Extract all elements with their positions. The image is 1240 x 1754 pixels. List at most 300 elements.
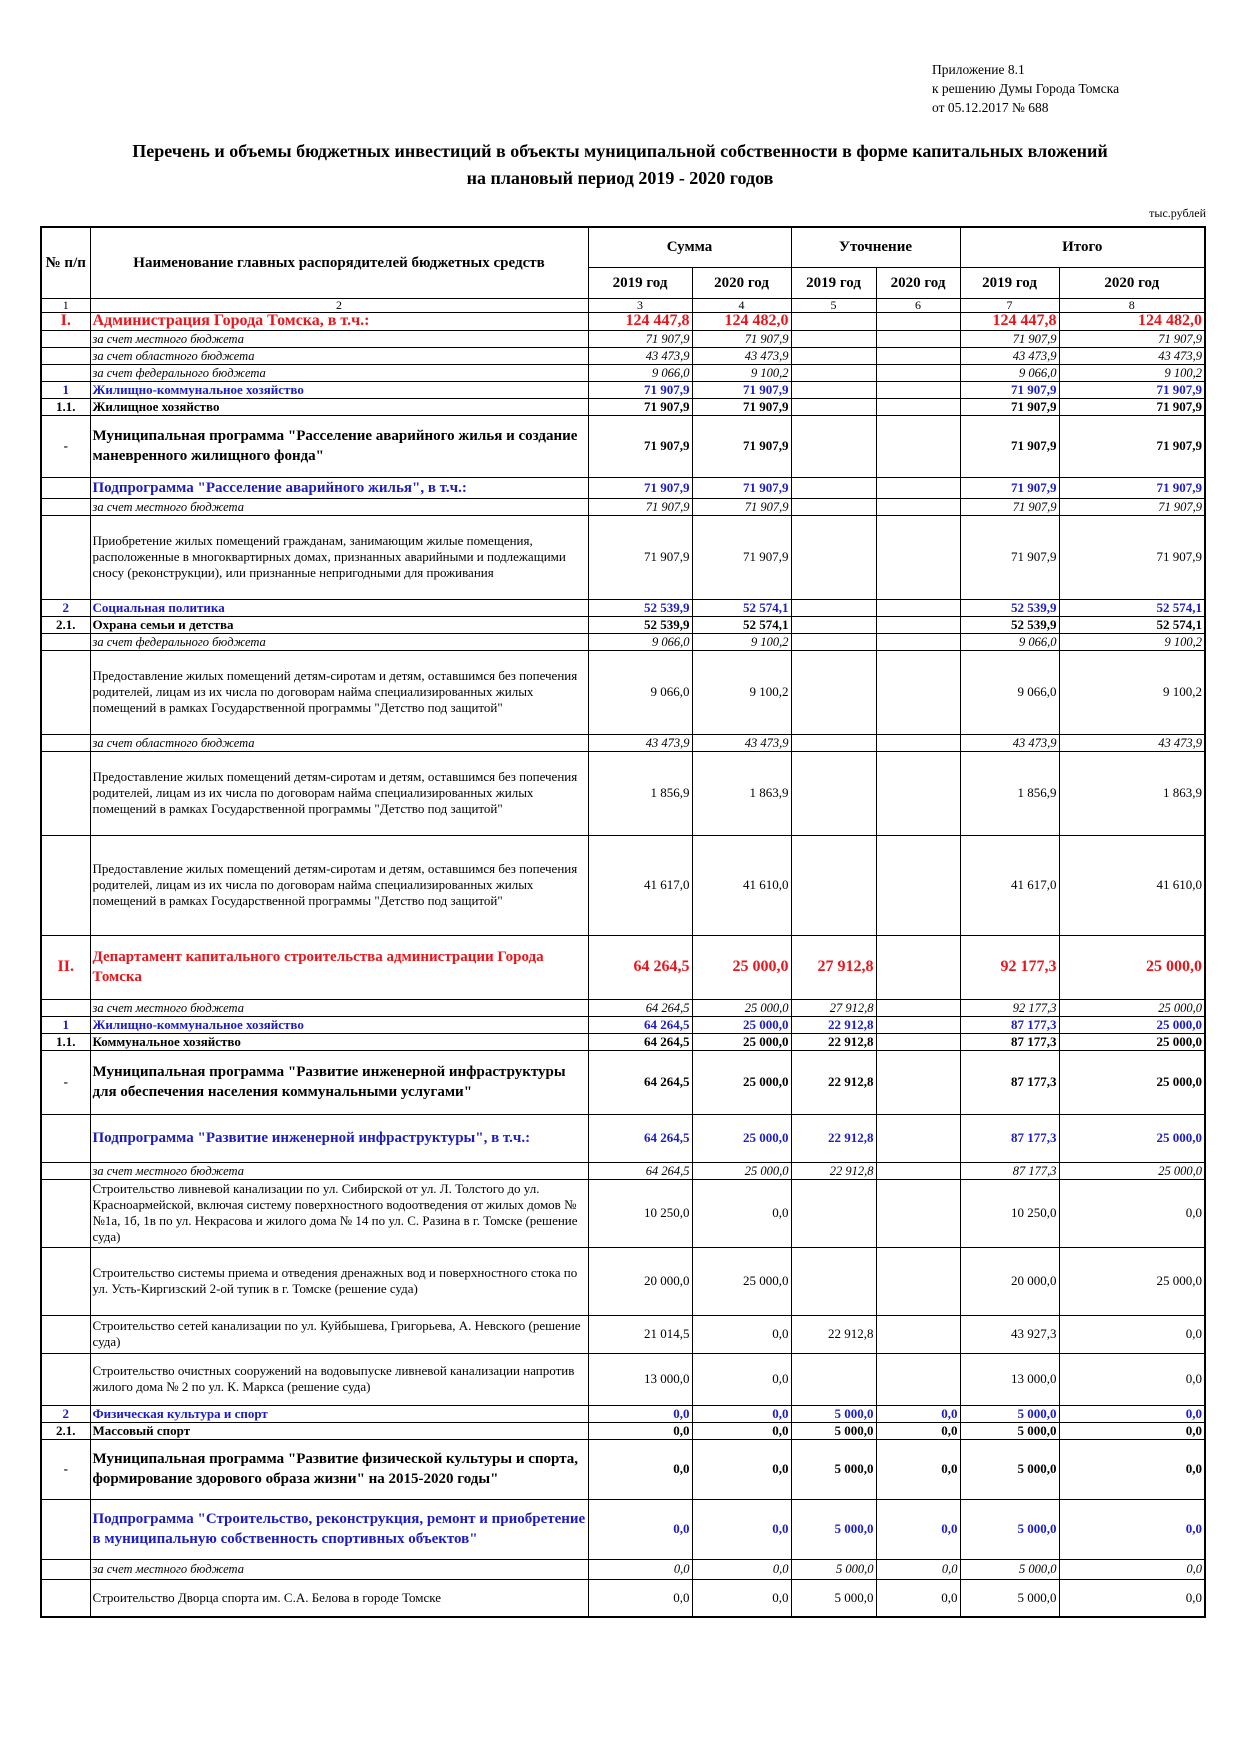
- cell-sum-2019: 10 250,0: [588, 1179, 692, 1247]
- table-row: [41, 415, 1205, 477]
- row-number: [41, 1579, 90, 1617]
- table-row: [41, 835, 1205, 935]
- cell-total-2020: 0,0: [1059, 1315, 1205, 1353]
- cell-sum-2019: 71 907,9: [588, 515, 692, 599]
- cell-total-2020: 25 000,0: [1059, 1016, 1205, 1033]
- cell-sum-2020: 25 000,0: [692, 1247, 791, 1315]
- cell-clar-2020: [876, 1247, 960, 1315]
- cell-clar-2019: [791, 364, 876, 381]
- table-row: [41, 1050, 1205, 1114]
- cell-sum-2019: 43 473,9: [588, 734, 692, 751]
- row-number: [41, 1247, 90, 1315]
- cell-sum-2020: 71 907,9: [692, 330, 791, 347]
- cell-sum-2019: 52 539,9: [588, 599, 692, 616]
- table-body: [41, 312, 1205, 1617]
- row-number: [41, 515, 90, 599]
- cell-clar-2019: [791, 650, 876, 734]
- row-name: Социальная политика: [90, 599, 588, 616]
- cell-sum-2019: 21 014,5: [588, 1315, 692, 1353]
- cell-sum-2019: 52 539,9: [588, 616, 692, 633]
- row-number: 2.1.: [41, 1422, 90, 1439]
- row-number: [41, 1114, 90, 1162]
- cell-sum-2020: 0,0: [692, 1559, 791, 1579]
- cell-sum-2020: 43 473,9: [692, 734, 791, 751]
- cell-sum-2019: 64 264,5: [588, 1162, 692, 1179]
- table-row: [41, 1439, 1205, 1499]
- cell-total-2020: 25 000,0: [1059, 1033, 1205, 1050]
- row-name: Предоставление жилых помещений детям-сиротам и детям, оставшимся без попечения родителей, лицам из их числа по договорам найма специализированных жилых помещений в рамках Государственной программы "Детство под защитой": [90, 835, 588, 935]
- row-name: за счет местного бюджета: [90, 498, 588, 515]
- column-number: 5: [791, 298, 876, 312]
- column-numbers-row: [41, 298, 1205, 312]
- cell-total-2020: 0,0: [1059, 1579, 1205, 1617]
- cell-sum-2020: 25 000,0: [692, 999, 791, 1016]
- row-number: II.: [41, 935, 90, 999]
- cell-total-2019: 87 177,3: [960, 1050, 1059, 1114]
- row-number: -: [41, 415, 90, 477]
- table-row: [41, 1016, 1205, 1033]
- cell-total-2019: 92 177,3: [960, 935, 1059, 999]
- cell-sum-2019: 9 066,0: [588, 650, 692, 734]
- cell-sum-2019: 0,0: [588, 1422, 692, 1439]
- row-name: Жилищно-коммунальное хозяйство: [90, 381, 588, 398]
- table-row: [41, 1162, 1205, 1179]
- row-name: Строительство ливневой канализации по ул. Сибирской от ул. Л. Толстого до ул. Красноармейской, включая систему поверхностного водоотведения от жилых домов №№1а, 1б, 1в по ул. Некрасова и жилого дома № 14 по ул. С. Разина в г. Томске (решение суда): [90, 1179, 588, 1247]
- table-row: [41, 616, 1205, 633]
- cell-clar-2019: 5 000,0: [791, 1579, 876, 1617]
- table-row: [41, 935, 1205, 999]
- cell-clar-2019: 22 912,8: [791, 1016, 876, 1033]
- cell-total-2019: 71 907,9: [960, 477, 1059, 498]
- cell-clar-2019: [791, 498, 876, 515]
- header-year-2019: 2019 год: [960, 267, 1059, 298]
- cell-clar-2019: [791, 835, 876, 935]
- cell-sum-2020: 0,0: [692, 1315, 791, 1353]
- cell-total-2019: 71 907,9: [960, 498, 1059, 515]
- cell-total-2020: 0,0: [1059, 1405, 1205, 1422]
- cell-total-2019: 5 000,0: [960, 1499, 1059, 1559]
- table-row: [41, 1499, 1205, 1559]
- appendix-line: Приложение 8.1: [932, 62, 1025, 77]
- row-number: 1: [41, 1016, 90, 1033]
- row-name: Строительство очистных сооружений на водовыпуске ливневой канализации напротив жилого дома № 2 по ул. К. Маркса (решение суда): [90, 1353, 588, 1405]
- row-name: за счет местного бюджета: [90, 1559, 588, 1579]
- cell-sum-2020: 52 574,1: [692, 599, 791, 616]
- row-number: [41, 364, 90, 381]
- row-name: за счет областного бюджета: [90, 734, 588, 751]
- cell-total-2020: 71 907,9: [1059, 415, 1205, 477]
- row-name: Предоставление жилых помещений детям-сиротам и детям, оставшимся без попечения родителей, лицам из их числа по договорам найма специализированных жилых помещений в рамках Государственной программы "Детство под защитой": [90, 751, 588, 835]
- cell-clar-2019: 5 000,0: [791, 1439, 876, 1499]
- cell-sum-2019: 64 264,5: [588, 1114, 692, 1162]
- cell-total-2020: 43 473,9: [1059, 347, 1205, 364]
- cell-sum-2019: 9 066,0: [588, 364, 692, 381]
- cell-sum-2019: 0,0: [588, 1439, 692, 1499]
- cell-sum-2020: 71 907,9: [692, 415, 791, 477]
- cell-clar-2019: [791, 381, 876, 398]
- row-name: за счет федерального бюджета: [90, 633, 588, 650]
- cell-total-2020: 25 000,0: [1059, 1114, 1205, 1162]
- row-name: Приобретение жилых помещений гражданам, занимающим жилые помещения, расположенные в многоквартирных домах, признанных аварийными и подлежащими сносу (реконструкции), или признанные непригодными для проживания: [90, 515, 588, 599]
- table-row: [41, 1422, 1205, 1439]
- cell-total-2019: 71 907,9: [960, 515, 1059, 599]
- cell-clar-2020: 0,0: [876, 1439, 960, 1499]
- cell-sum-2019: 0,0: [588, 1405, 692, 1422]
- row-number: 1.1.: [41, 398, 90, 415]
- cell-clar-2020: [876, 599, 960, 616]
- row-number: -: [41, 1439, 90, 1499]
- row-number: [41, 498, 90, 515]
- cell-total-2020: 52 574,1: [1059, 599, 1205, 616]
- cell-clar-2019: 22 912,8: [791, 1114, 876, 1162]
- cell-total-2020: 52 574,1: [1059, 616, 1205, 633]
- cell-sum-2019: 71 907,9: [588, 381, 692, 398]
- cell-total-2019: 43 927,3: [960, 1315, 1059, 1353]
- cell-sum-2019: 64 264,5: [588, 935, 692, 999]
- table-row: [41, 734, 1205, 751]
- cell-clar-2020: [876, 650, 960, 734]
- cell-total-2020: 0,0: [1059, 1422, 1205, 1439]
- header-year-2019: 2019 год: [588, 267, 692, 298]
- header-total: Итого: [960, 227, 1205, 267]
- column-number: 8: [1059, 298, 1205, 312]
- row-number: 2.1.: [41, 616, 90, 633]
- row-number: [41, 1499, 90, 1559]
- cell-clar-2020: [876, 1162, 960, 1179]
- cell-total-2020: 0,0: [1059, 1559, 1205, 1579]
- document-title: [40, 138, 1200, 192]
- table-row: [41, 1247, 1205, 1315]
- cell-sum-2020: 0,0: [692, 1579, 791, 1617]
- cell-sum-2019: 0,0: [588, 1579, 692, 1617]
- table-row: [41, 1353, 1205, 1405]
- column-number: 4: [692, 298, 791, 312]
- cell-sum-2019: 64 264,5: [588, 1050, 692, 1114]
- cell-total-2020: 25 000,0: [1059, 1050, 1205, 1114]
- cell-clar-2020: [876, 1315, 960, 1353]
- cell-clar-2020: 0,0: [876, 1499, 960, 1559]
- table-row: [41, 477, 1205, 498]
- appendix-line: от 05.12.2017 № 688: [932, 100, 1049, 115]
- table-row: [41, 498, 1205, 515]
- cell-sum-2020: 9 100,2: [692, 650, 791, 734]
- cell-clar-2020: 0,0: [876, 1559, 960, 1579]
- cell-total-2020: 0,0: [1059, 1353, 1205, 1405]
- cell-clar-2020: [876, 616, 960, 633]
- cell-clar-2019: [791, 312, 876, 330]
- row-name: Жилищное хозяйство: [90, 398, 588, 415]
- cell-sum-2019: 71 907,9: [588, 415, 692, 477]
- cell-clar-2020: [876, 835, 960, 935]
- cell-total-2019: 87 177,3: [960, 1162, 1059, 1179]
- row-number: 1.1.: [41, 1033, 90, 1050]
- row-name: Строительство сетей канализации по ул. Куйбышева, Григорьева, А. Невского (решение суда): [90, 1315, 588, 1353]
- cell-total-2020: 1 863,9: [1059, 751, 1205, 835]
- investment-table-wrapper: [40, 226, 1204, 1618]
- header-num: № п/п: [41, 227, 90, 298]
- cell-sum-2020: 25 000,0: [692, 935, 791, 999]
- cell-clar-2019: 22 912,8: [791, 1050, 876, 1114]
- cell-clar-2019: [791, 1353, 876, 1405]
- cell-total-2019: 20 000,0: [960, 1247, 1059, 1315]
- cell-total-2019: 87 177,3: [960, 1033, 1059, 1050]
- cell-total-2020: 71 907,9: [1059, 398, 1205, 415]
- row-number: [41, 1162, 90, 1179]
- cell-total-2020: 25 000,0: [1059, 999, 1205, 1016]
- row-name: Администрация Города Томска, в т.ч.:: [90, 312, 588, 330]
- column-number: 3: [588, 298, 692, 312]
- cell-sum-2020: 9 100,2: [692, 633, 791, 650]
- header-sum: Сумма: [588, 227, 791, 267]
- cell-sum-2020: 25 000,0: [692, 1016, 791, 1033]
- cell-clar-2019: 22 912,8: [791, 1315, 876, 1353]
- title-line: Перечень и объемы бюджетных инвестиций в объекты муниципальной собственности в форме капитальных вложений: [132, 141, 1108, 161]
- cell-total-2019: 5 000,0: [960, 1422, 1059, 1439]
- cell-clar-2019: [791, 415, 876, 477]
- cell-sum-2019: 124 447,8: [588, 312, 692, 330]
- row-name: Физическая культура и спорт: [90, 1405, 588, 1422]
- cell-clar-2020: [876, 415, 960, 477]
- units-label: тыс.рублей: [1149, 206, 1206, 220]
- cell-sum-2020: 0,0: [692, 1439, 791, 1499]
- cell-total-2019: 1 856,9: [960, 751, 1059, 835]
- cell-sum-2020: 25 000,0: [692, 1162, 791, 1179]
- row-number: [41, 347, 90, 364]
- row-name: Охрана семьи и детства: [90, 616, 588, 633]
- cell-sum-2019: 64 264,5: [588, 1016, 692, 1033]
- cell-sum-2020: 71 907,9: [692, 477, 791, 498]
- cell-sum-2019: 20 000,0: [588, 1247, 692, 1315]
- cell-sum-2019: 0,0: [588, 1499, 692, 1559]
- cell-total-2020: 25 000,0: [1059, 935, 1205, 999]
- cell-total-2019: 10 250,0: [960, 1179, 1059, 1247]
- table-row: [41, 1179, 1205, 1247]
- cell-sum-2020: 1 863,9: [692, 751, 791, 835]
- cell-total-2019: 124 447,8: [960, 312, 1059, 330]
- table-row: [41, 999, 1205, 1016]
- row-name: Строительство Дворца спорта им. С.А. Белова в городе Томске: [90, 1579, 588, 1617]
- cell-sum-2020: 124 482,0: [692, 312, 791, 330]
- cell-sum-2020: 71 907,9: [692, 381, 791, 398]
- cell-clar-2019: 5 000,0: [791, 1422, 876, 1439]
- cell-clar-2020: 0,0: [876, 1579, 960, 1617]
- cell-total-2019: 71 907,9: [960, 398, 1059, 415]
- cell-sum-2020: 52 574,1: [692, 616, 791, 633]
- cell-clar-2020: [876, 751, 960, 835]
- investment-table: [40, 226, 1206, 1618]
- row-number: [41, 835, 90, 935]
- appendix-line: к решению Думы Города Томска: [932, 81, 1120, 96]
- header-name: Наименование главных распорядителей бюджетных средств: [90, 227, 588, 298]
- row-name: Муниципальная программа "Развитие физической культуры и спорта, формирование здорового образа жизни" на 2015-2020 годы": [90, 1439, 588, 1499]
- cell-clar-2019: [791, 347, 876, 364]
- cell-sum-2019: 71 907,9: [588, 398, 692, 415]
- table-row: [41, 515, 1205, 599]
- cell-sum-2020: 0,0: [692, 1499, 791, 1559]
- column-number: 2: [90, 298, 588, 312]
- cell-sum-2020: 71 907,9: [692, 515, 791, 599]
- cell-total-2019: 52 539,9: [960, 599, 1059, 616]
- cell-clar-2019: 22 912,8: [791, 1033, 876, 1050]
- header-year-2020: 2020 год: [1059, 267, 1205, 298]
- row-name: Строительство системы приема и отведения дренажных вод и поверхностного стока по ул. Усть-Киргизский 2-ой тупик в г. Томске (решение суда): [90, 1247, 588, 1315]
- cell-total-2019: 9 066,0: [960, 633, 1059, 650]
- cell-clar-2020: [876, 1353, 960, 1405]
- cell-clar-2019: [791, 398, 876, 415]
- cell-sum-2020: 41 610,0: [692, 835, 791, 935]
- row-name: Предоставление жилых помещений детям-сиротам и детям, оставшимся без попечения родителей, лицам из их числа по договорам найма специализированных жилых помещений в рамках Государственной программы "Детство под защитой": [90, 650, 588, 734]
- column-number: 1: [41, 298, 90, 312]
- row-name: Коммунальное хозяйство: [90, 1033, 588, 1050]
- cell-total-2019: 43 473,9: [960, 734, 1059, 751]
- cell-total-2020: 0,0: [1059, 1499, 1205, 1559]
- cell-total-2019: 87 177,3: [960, 1114, 1059, 1162]
- row-name: Муниципальная программа "Развитие инженерной инфраструктуры для обеспечения населения коммунальными услугами": [90, 1050, 588, 1114]
- row-name: Жилищно-коммунальное хозяйство: [90, 1016, 588, 1033]
- cell-clar-2019: 5 000,0: [791, 1405, 876, 1422]
- row-number: -: [41, 1050, 90, 1114]
- table-row: [41, 650, 1205, 734]
- cell-clar-2020: [876, 999, 960, 1016]
- cell-sum-2019: 0,0: [588, 1559, 692, 1579]
- appendix-note: [932, 60, 1119, 117]
- cell-total-2020: 43 473,9: [1059, 734, 1205, 751]
- row-number: [41, 477, 90, 498]
- cell-total-2020: 0,0: [1059, 1179, 1205, 1247]
- cell-clar-2019: [791, 330, 876, 347]
- row-number: [41, 1179, 90, 1247]
- cell-sum-2020: 71 907,9: [692, 398, 791, 415]
- row-name: за счет местного бюджета: [90, 330, 588, 347]
- row-name: Подпрограмма "Развитие инженерной инфраструктуры", в т.ч.:: [90, 1114, 588, 1162]
- row-number: [41, 999, 90, 1016]
- cell-total-2020: 71 907,9: [1059, 515, 1205, 599]
- cell-total-2020: 25 000,0: [1059, 1162, 1205, 1179]
- cell-total-2019: 87 177,3: [960, 1016, 1059, 1033]
- cell-total-2019: 71 907,9: [960, 330, 1059, 347]
- cell-total-2020: 0,0: [1059, 1439, 1205, 1499]
- row-number: [41, 1559, 90, 1579]
- cell-clar-2020: 0,0: [876, 1422, 960, 1439]
- title-line: на плановый период 2019 - 2020 годов: [466, 168, 774, 188]
- cell-sum-2019: 71 907,9: [588, 498, 692, 515]
- cell-sum-2020: 0,0: [692, 1422, 791, 1439]
- cell-sum-2019: 64 264,5: [588, 1033, 692, 1050]
- cell-clar-2019: [791, 515, 876, 599]
- cell-clar-2019: 27 912,8: [791, 999, 876, 1016]
- cell-total-2019: 71 907,9: [960, 381, 1059, 398]
- row-name: за счет областного бюджета: [90, 347, 588, 364]
- row-name: Массовый спорт: [90, 1422, 588, 1439]
- cell-sum-2020: 25 000,0: [692, 1114, 791, 1162]
- cell-clar-2020: [876, 477, 960, 498]
- cell-clar-2019: [791, 616, 876, 633]
- row-number: [41, 751, 90, 835]
- cell-clar-2020: [876, 1050, 960, 1114]
- cell-sum-2019: 43 473,9: [588, 347, 692, 364]
- cell-clar-2019: [791, 633, 876, 650]
- table-row: [41, 364, 1205, 381]
- cell-sum-2019: 41 617,0: [588, 835, 692, 935]
- cell-clar-2020: [876, 398, 960, 415]
- cell-clar-2019: [791, 734, 876, 751]
- row-number: [41, 650, 90, 734]
- cell-clar-2020: [876, 633, 960, 650]
- cell-clar-2019: [791, 477, 876, 498]
- cell-total-2019: 71 907,9: [960, 415, 1059, 477]
- header-year-2019: 2019 год: [791, 267, 876, 298]
- cell-total-2019: 13 000,0: [960, 1353, 1059, 1405]
- table-row: [41, 1033, 1205, 1050]
- cell-total-2019: 52 539,9: [960, 616, 1059, 633]
- cell-clar-2020: [876, 381, 960, 398]
- cell-total-2019: 5 000,0: [960, 1579, 1059, 1617]
- table-row: [41, 330, 1205, 347]
- row-number: [41, 633, 90, 650]
- header-year-2020: 2020 год: [692, 267, 791, 298]
- row-name: Муниципальная программа "Расселение аварийного жилья и создание маневренного жилищного фонда": [90, 415, 588, 477]
- cell-total-2020: 9 100,2: [1059, 633, 1205, 650]
- table-row: [41, 1315, 1205, 1353]
- row-number: 2: [41, 1405, 90, 1422]
- cell-sum-2019: 1 856,9: [588, 751, 692, 835]
- row-name: за счет федерального бюджета: [90, 364, 588, 381]
- row-name: за счет местного бюджета: [90, 1162, 588, 1179]
- cell-total-2020: 71 907,9: [1059, 477, 1205, 498]
- cell-total-2020: 9 100,2: [1059, 364, 1205, 381]
- column-number: 6: [876, 298, 960, 312]
- cell-clar-2019: 22 912,8: [791, 1162, 876, 1179]
- table-row: [41, 1559, 1205, 1579]
- cell-clar-2020: [876, 1179, 960, 1247]
- cell-clar-2019: [791, 1179, 876, 1247]
- cell-clar-2020: [876, 498, 960, 515]
- cell-total-2019: 41 617,0: [960, 835, 1059, 935]
- cell-clar-2020: [876, 312, 960, 330]
- cell-sum-2019: 71 907,9: [588, 477, 692, 498]
- cell-sum-2020: 71 907,9: [692, 498, 791, 515]
- cell-sum-2019: 9 066,0: [588, 633, 692, 650]
- table-row: [41, 599, 1205, 616]
- cell-clar-2020: [876, 1016, 960, 1033]
- header-clarification: Уточнение: [791, 227, 960, 267]
- cell-total-2019: 9 066,0: [960, 364, 1059, 381]
- row-number: [41, 734, 90, 751]
- cell-sum-2020: 25 000,0: [692, 1033, 791, 1050]
- cell-sum-2020: 9 100,2: [692, 364, 791, 381]
- cell-clar-2020: [876, 347, 960, 364]
- cell-total-2020: 9 100,2: [1059, 650, 1205, 734]
- cell-sum-2019: 64 264,5: [588, 999, 692, 1016]
- cell-clar-2019: 5 000,0: [791, 1559, 876, 1579]
- row-name: Департамент капитального строительства администрации Города Томска: [90, 935, 588, 999]
- cell-total-2019: 43 473,9: [960, 347, 1059, 364]
- row-name: за счет местного бюджета: [90, 999, 588, 1016]
- table-row: [41, 347, 1205, 364]
- cell-clar-2020: [876, 935, 960, 999]
- row-number: 1: [41, 381, 90, 398]
- table-row: [41, 1114, 1205, 1162]
- cell-sum-2020: 0,0: [692, 1179, 791, 1247]
- cell-total-2020: 25 000,0: [1059, 1247, 1205, 1315]
- cell-total-2020: 41 610,0: [1059, 835, 1205, 935]
- cell-clar-2020: [876, 515, 960, 599]
- cell-sum-2019: 71 907,9: [588, 330, 692, 347]
- cell-sum-2020: 0,0: [692, 1405, 791, 1422]
- cell-sum-2020: 25 000,0: [692, 1050, 791, 1114]
- cell-total-2020: 71 907,9: [1059, 330, 1205, 347]
- cell-clar-2020: 0,0: [876, 1405, 960, 1422]
